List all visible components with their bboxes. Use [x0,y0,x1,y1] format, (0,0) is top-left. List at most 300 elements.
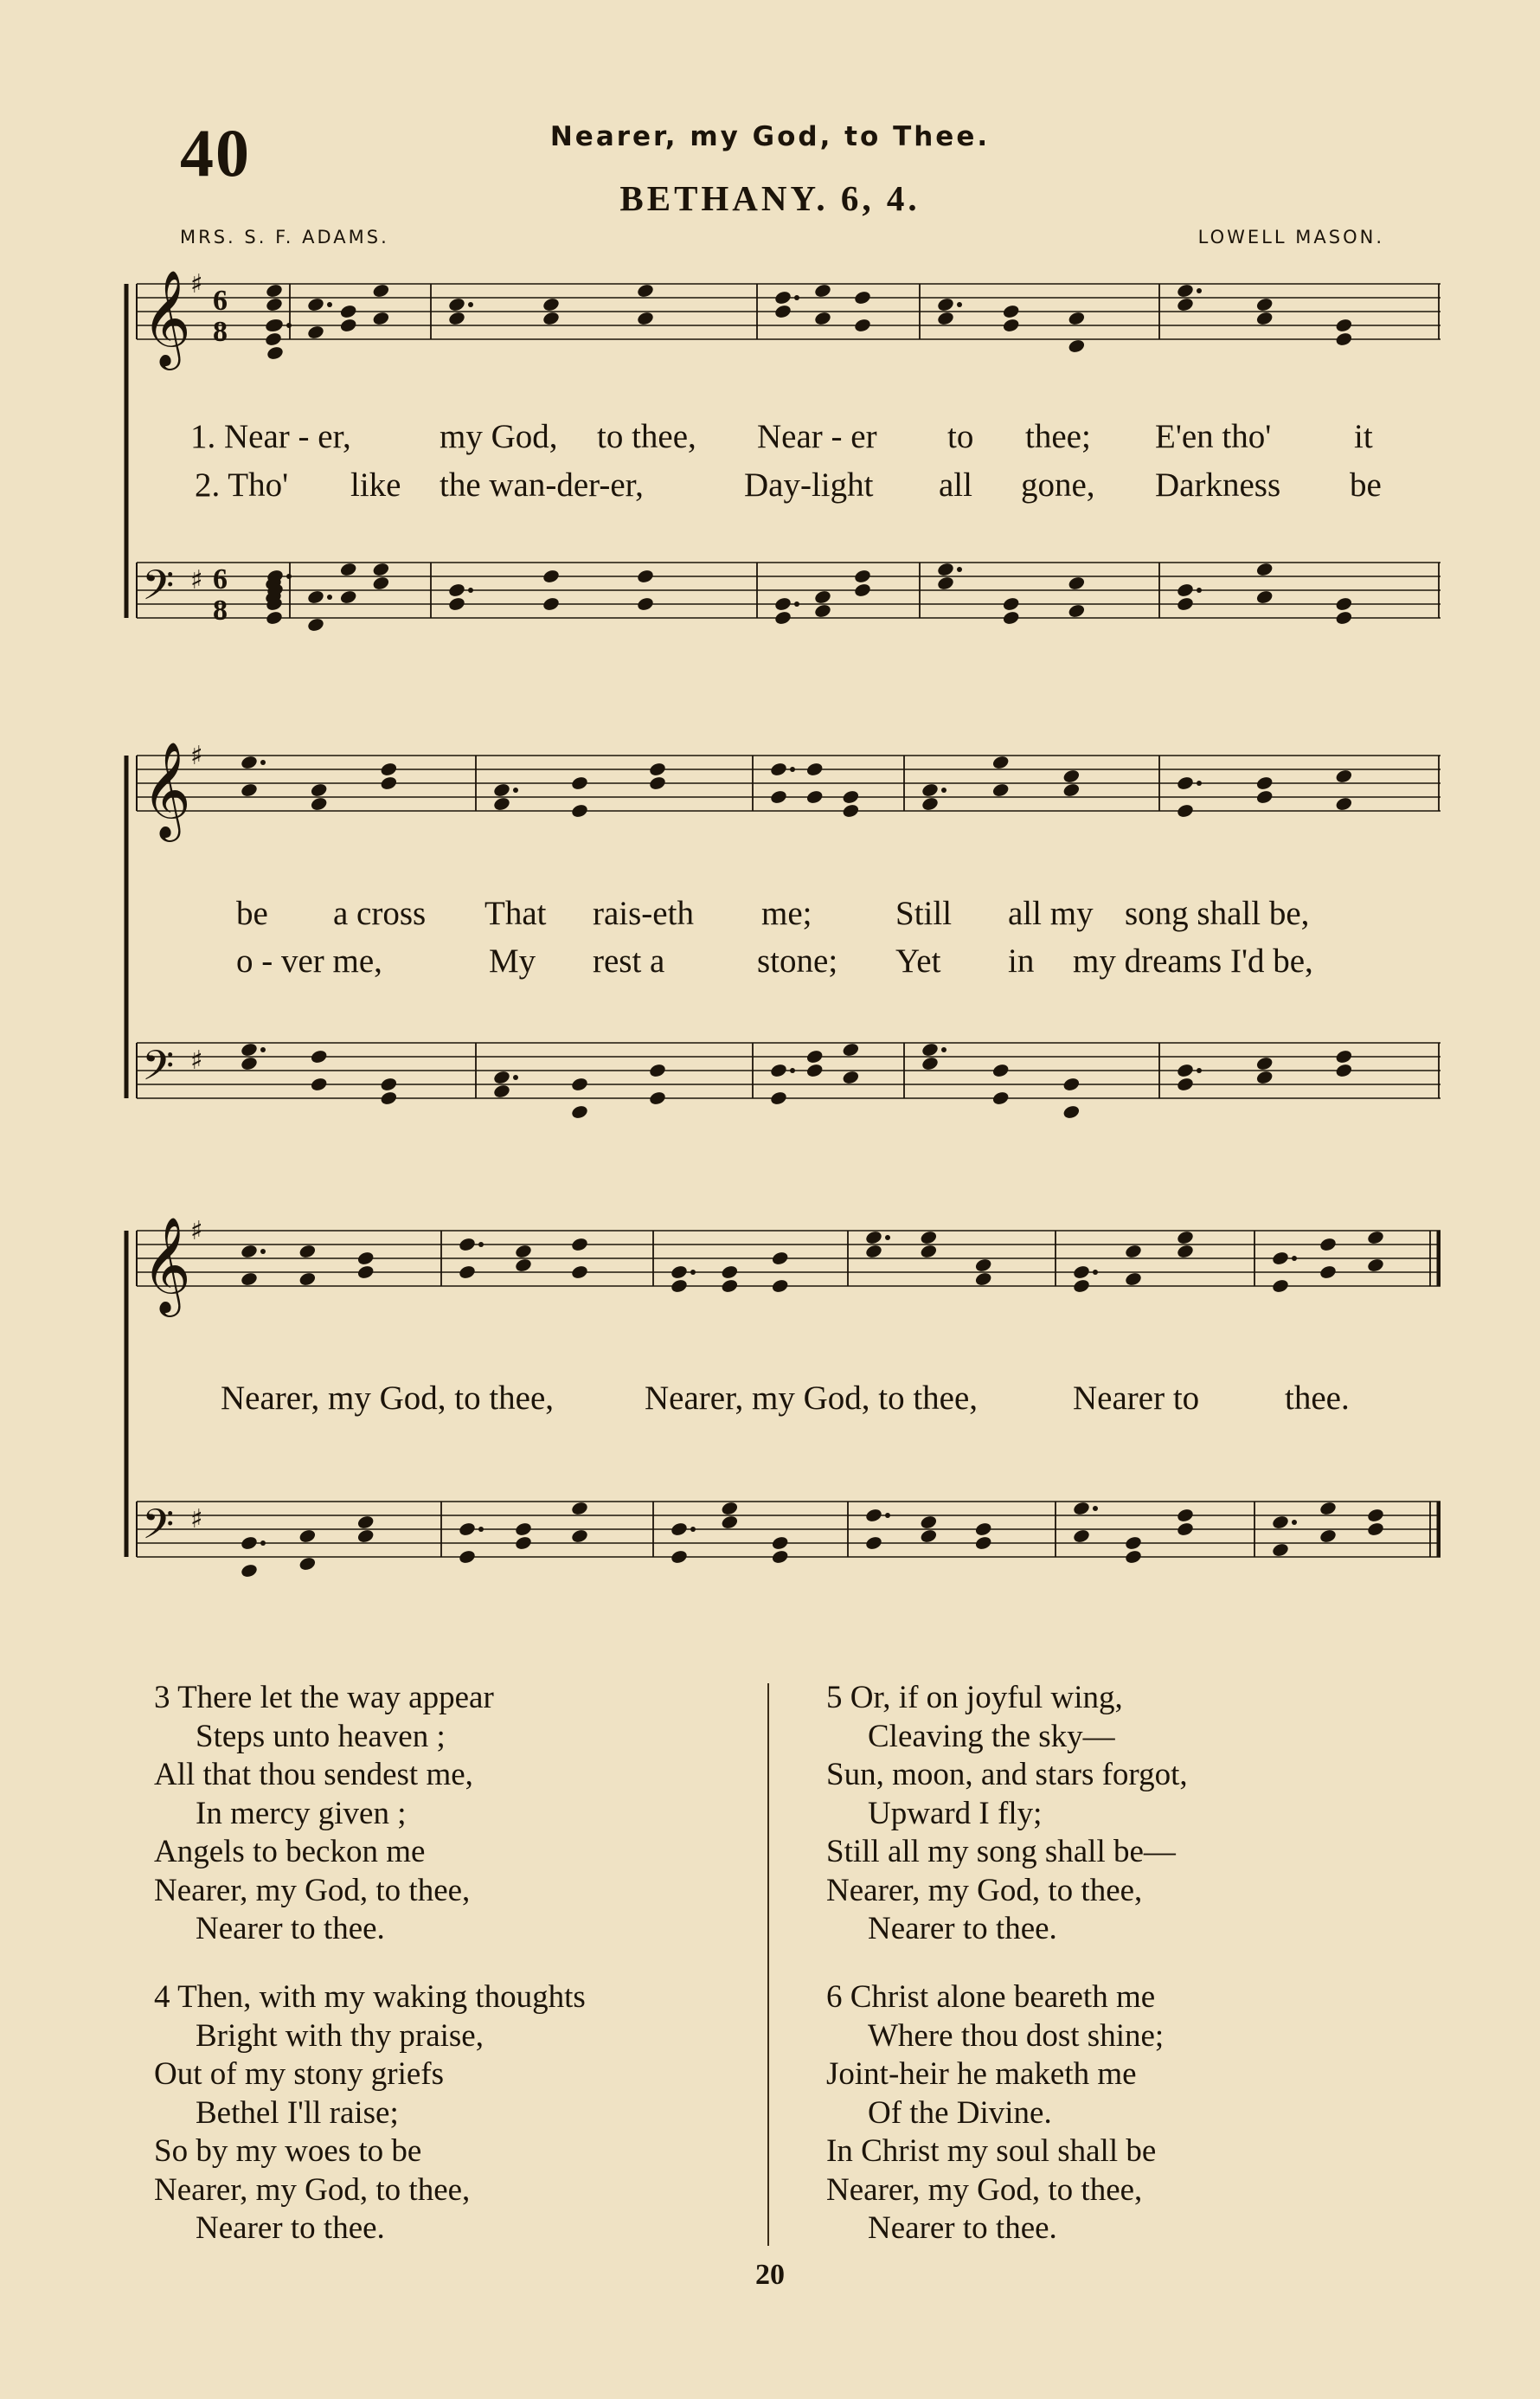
lyric-syllable: stone; [757,942,838,980]
note-head [1176,1244,1195,1260]
page-number: 20 [755,2259,785,2291]
note-head [921,1042,940,1058]
dot-icon [327,302,332,307]
verse-line: Nearer, my God, to thee, [154,1872,471,1908]
note-head [240,1563,259,1579]
note-head [447,582,466,599]
note-head [936,297,955,313]
dot-icon [885,1513,890,1518]
note-head [1176,283,1195,299]
note-head [864,1230,883,1246]
key-signature-sharp-icon: ♯ [190,1045,203,1076]
note-head [458,1549,477,1566]
dot-icon [957,302,962,307]
verse-line: Still all my song shall be— [826,1834,1176,1869]
lyric-line-verse-1 [121,417,1441,460]
note-head [1366,1230,1385,1246]
note-head [773,304,792,320]
note-head [771,1251,790,1267]
key-signature-sharp-icon: ♯ [190,741,203,771]
lyric-syllable: be [1350,466,1382,504]
note-head [380,1090,399,1107]
verse-line: Steps unto heaven ; [196,1718,446,1754]
note-head [1176,1230,1195,1246]
verse-line: In mercy given ; [196,1795,407,1831]
note-head [920,1230,939,1246]
note-head [936,576,955,592]
time-signature-top: 6 [213,563,228,595]
note-head [298,1528,318,1545]
note-head [648,775,667,792]
dot-icon [468,588,473,593]
note-head [1124,1271,1143,1288]
dot-icon [478,1242,484,1247]
note-head [240,1244,259,1260]
note-head [813,603,832,620]
note-head [648,1063,667,1079]
note-head [372,311,391,327]
note-head [771,1278,790,1295]
lyric-line-verse-2 [121,466,1441,509]
note-head [1271,1515,1290,1531]
note-head [864,1508,883,1524]
note-head [306,589,325,606]
lyric-syllable: 2. Tho' [195,466,289,504]
dot-icon [941,1047,946,1052]
note-head [773,290,792,306]
verse-line: So by my woes to be [154,2133,422,2169]
note-head [1068,311,1087,327]
dot-icon [286,323,292,328]
verse-line: Nearer, my God, to thee, [826,2171,1143,2208]
lyric-syllable: Nearer, my God, to thee, [645,1380,979,1417]
note-head [1002,318,1021,334]
note-head [1176,582,1195,599]
lyric-syllable: like [350,466,401,504]
note-head [492,782,511,799]
dot-icon [260,1540,266,1546]
note-head [542,297,561,313]
note-head [356,1515,375,1531]
note-head [920,1528,939,1545]
note-head [1176,775,1195,792]
note-head [264,331,283,348]
note-head [1002,596,1021,613]
note-head [991,782,1011,799]
lyric-syllable: all [939,466,972,504]
note-head [240,755,259,771]
note-head [298,1556,318,1573]
dot-icon [478,1527,484,1532]
lyric-syllable: me; [761,895,812,932]
note-head [306,617,325,634]
note-head [773,596,792,613]
note-head [769,1090,788,1107]
note-head [1335,769,1354,785]
note-head [921,796,940,813]
note-head [514,1521,533,1538]
note-head [1255,562,1274,578]
note-head [721,1264,740,1281]
lyric-line-verse-2 [121,942,1441,985]
note-head [514,1244,533,1260]
note-head [380,762,399,778]
lyric-syllable: That [484,895,547,932]
lyric-syllable: it [1354,418,1373,455]
verse-line: All that thou sendest me, [154,1757,473,1792]
note-head [298,1271,318,1288]
bass-clef-icon: 𝄢 [142,1041,175,1100]
note-head [1176,1521,1195,1538]
note-head [265,610,284,627]
note-head [380,775,399,792]
key-signature-sharp-icon: ♯ [190,1504,203,1534]
note-head [570,1104,589,1121]
note-head [1335,331,1354,348]
note-head [1072,1278,1091,1295]
lyric-syllable: a cross [333,895,427,932]
treble-clef-icon: 𝄞 [142,741,191,838]
note-head [769,762,788,778]
hymn-title: Nearer, my God, to Thee. [549,121,991,152]
note-head [240,1271,259,1288]
author-credit: MRS. S. F. ADAMS. [180,227,389,248]
verse-line: Bethel I'll raise; [196,2094,399,2131]
note-head [1176,1077,1195,1093]
verse-line: Where thou dost shine; [868,2017,1165,2054]
note-head [670,1549,689,1566]
key-signature-sharp-icon: ♯ [190,565,203,595]
note-head [298,1244,318,1260]
note-head [974,1521,993,1538]
verse-column-divider [767,1683,769,2246]
lyric-syllable: thee; [1025,418,1091,455]
bass-clef-icon: 𝄢 [142,1500,175,1559]
verse-line: 4 Then, with my waking thoughts [154,1979,586,2015]
note-head [721,1501,740,1517]
verse-line: Nearer to thee. [196,1911,385,1946]
note-head [1335,596,1354,613]
note-head [372,562,391,578]
note-head [864,1535,883,1552]
note-head [1062,1104,1081,1121]
score-system-2 [121,740,1441,1138]
note-head [1062,782,1081,799]
key-signature-sharp-icon: ♯ [190,1216,203,1246]
note-head [265,297,284,313]
verse-line: 5 Or, if on joyful wing, [826,1680,1123,1715]
lyric-syllable: Darkness [1155,466,1281,504]
verse-line: Cleaving the sky— [868,1718,1115,1754]
note-head [991,755,1011,771]
note-head [636,596,655,613]
note-head [306,297,325,313]
music-system-1 [121,268,1441,649]
note-head [542,569,561,585]
note-head [853,318,872,334]
note-head [991,1090,1011,1107]
verse-line: Of the Divine. [868,2094,1052,2131]
note-head [265,283,284,299]
note-head [1072,1264,1091,1281]
note-head [570,1528,589,1545]
dot-icon [468,302,473,307]
note-head [1068,603,1087,620]
dot-icon [513,1075,518,1080]
note-head [380,1077,399,1093]
verse-line: Joint-heir he maketh me [826,2056,1137,2092]
note-head [1062,769,1081,785]
lyric-syllable: o - ver me, [236,942,382,980]
note-head [648,762,667,778]
note-head [1255,1070,1274,1086]
bass-clef-icon: 𝄢 [142,561,175,620]
treble-clef-icon: 𝄞 [142,269,191,366]
note-head [1335,318,1354,334]
note-head [805,762,825,778]
verse-line: 6 Christ alone beareth me [826,1979,1156,2015]
lyric-syllable: My [489,942,536,980]
note-head [240,1042,259,1058]
lyric-line-refrain [121,1379,1441,1422]
note-head [1319,1501,1338,1517]
note-head [936,311,955,327]
note-head [1002,610,1021,627]
note-head [805,1063,825,1079]
note-head [1255,311,1274,327]
verse-line: Nearer to thee. [868,2210,1057,2246]
note-head [447,596,466,613]
note-head [721,1278,740,1295]
lyric-syllable: E'en tho' [1155,418,1272,455]
note-head [1124,1549,1143,1566]
note-head [771,1535,790,1552]
music-system-3 [121,1212,1441,1627]
verse-line: Upward I fly; [868,1795,1043,1831]
lyric-syllable: to thee, [597,418,696,455]
dot-icon [885,1235,890,1240]
verse-6 [826,1978,1164,2248]
note-head [514,1535,533,1552]
verse-4 [154,1978,586,2248]
note-head [936,562,955,578]
lyric-syllable: to [947,418,974,455]
note-head [310,796,329,813]
note-head [974,1257,993,1274]
verse-line: Sun, moon, and stars forgot, [826,1757,1188,1792]
composer-credit: LOWELL MASON. [1197,227,1384,248]
verse-line: Nearer, my God, to thee, [154,2171,471,2208]
note-head [372,283,391,299]
note-head [310,782,329,799]
note-head [240,1535,259,1552]
note-head [542,311,561,327]
note-head [339,589,358,606]
note-head [339,318,358,334]
dot-icon [1197,288,1202,293]
verse-5 [826,1679,1188,1949]
note-head [1176,596,1195,613]
note-head [991,1063,1011,1079]
note-head [842,789,861,806]
lyric-syllable: thee. [1285,1380,1350,1417]
note-head [1319,1237,1338,1253]
dot-icon [1197,781,1202,786]
note-head [240,1056,259,1072]
note-head [842,1042,861,1058]
note-head [974,1535,993,1552]
verse-line: Nearer to thee. [868,1911,1057,1946]
note-head [570,1501,589,1517]
note-head [447,297,466,313]
note-head [1335,610,1354,627]
note-head [1072,1528,1091,1545]
note-head [447,311,466,327]
dot-icon [260,1249,266,1254]
dot-icon [327,595,332,600]
note-head [1366,1521,1385,1538]
note-head [853,582,872,599]
note-head [921,1056,940,1072]
verse-line: Nearer to thee. [196,2210,385,2246]
note-head [805,1049,825,1065]
verse-line: Bright with thy praise, [196,2017,484,2054]
note-head [1335,1063,1354,1079]
hymn-number: 40 [180,115,251,190]
note-head [920,1515,939,1531]
note-head [570,803,589,820]
lyric-syllable: Nearer, my God, to thee, [221,1380,555,1417]
lyric-syllable: in [1008,942,1035,980]
dot-icon [690,1527,696,1532]
note-head [356,1251,375,1267]
note-head [813,283,832,299]
lyric-line-verse-1 [121,894,1441,937]
note-head [1366,1508,1385,1524]
lyric-syllable: song shall be, [1125,895,1310,932]
dot-icon [794,295,799,300]
dot-icon [790,767,795,772]
note-head [264,318,283,334]
dot-icon [1292,1520,1297,1525]
verse-line: 3 There let the way appear [154,1680,494,1715]
note-head [769,789,788,806]
dot-icon [690,1270,696,1275]
note-head [310,1049,329,1065]
note-head [921,782,940,799]
note-head [542,596,561,613]
note-head [1335,796,1354,813]
note-head [813,589,832,606]
dot-icon [941,788,946,793]
note-head [492,1084,511,1100]
dot-icon [260,760,266,765]
note-head [1319,1528,1338,1545]
note-head [771,1549,790,1566]
note-head [492,796,511,813]
verse-line: Angels to beckon me [154,1834,426,1869]
note-head [1176,803,1195,820]
dot-icon [1093,1270,1098,1275]
note-head [1068,338,1087,355]
note-head [356,1528,375,1545]
note-head [648,1090,667,1107]
time-signature-bottom: 8 [213,595,228,627]
note-head [670,1521,689,1538]
note-head [266,345,285,362]
lyric-syllable: Still [895,895,953,932]
dot-icon [1093,1506,1098,1511]
note-head [853,290,872,306]
note-head [636,283,655,299]
dot-icon [957,567,962,572]
note-head [514,1257,533,1274]
lyric-syllable: Day-light [744,466,874,504]
note-head [458,1521,477,1538]
note-head [1068,576,1087,592]
note-head [813,311,832,327]
note-head [769,1063,788,1079]
note-head [492,1070,511,1086]
lyric-syllable: gone, [1021,466,1095,504]
note-head [356,1264,375,1281]
verse-3 [154,1679,494,1949]
note-head [339,562,358,578]
note-head [773,610,792,627]
note-head [570,1237,589,1253]
note-head [372,576,391,592]
note-head [1124,1244,1143,1260]
note-head [1255,297,1274,313]
note-head [1062,1077,1081,1093]
dot-icon [260,1047,266,1052]
note-head [1255,775,1274,792]
lyric-syllable: rais-eth [593,895,694,932]
lyric-syllable: Near - er [757,418,877,455]
note-head [1255,1056,1274,1072]
note-head [1176,297,1195,313]
note-head [1319,1264,1338,1281]
lyric-syllable: my dreams I'd be, [1073,942,1313,980]
note-head [1255,789,1274,806]
note-head [1002,304,1021,320]
lyric-syllable: all my [1008,895,1094,932]
treble-clef-icon: 𝄞 [142,1216,191,1313]
note-head [458,1237,477,1253]
dot-icon [1197,1068,1202,1073]
note-head [1124,1535,1143,1552]
note-head [842,803,861,820]
note-head [864,1244,883,1260]
note-head [1271,1542,1290,1559]
note-head [1072,1501,1091,1517]
tune-name: BETHANY. 6, 4. [619,178,921,218]
dot-icon [513,788,518,793]
note-head [1271,1251,1290,1267]
note-head [1255,589,1274,606]
note-head [721,1515,740,1531]
dot-icon [1197,588,1202,593]
note-head [1366,1257,1385,1274]
verse-line: In Christ my soul shall be [826,2133,1157,2169]
note-head [458,1264,477,1281]
lyric-syllable: 1. Near - er, [190,418,351,455]
dot-icon [286,574,292,579]
note-head [1176,1508,1195,1524]
note-head [240,782,259,799]
time-signature-bottom: 8 [213,316,228,348]
lyric-syllable: my God, [440,418,558,455]
